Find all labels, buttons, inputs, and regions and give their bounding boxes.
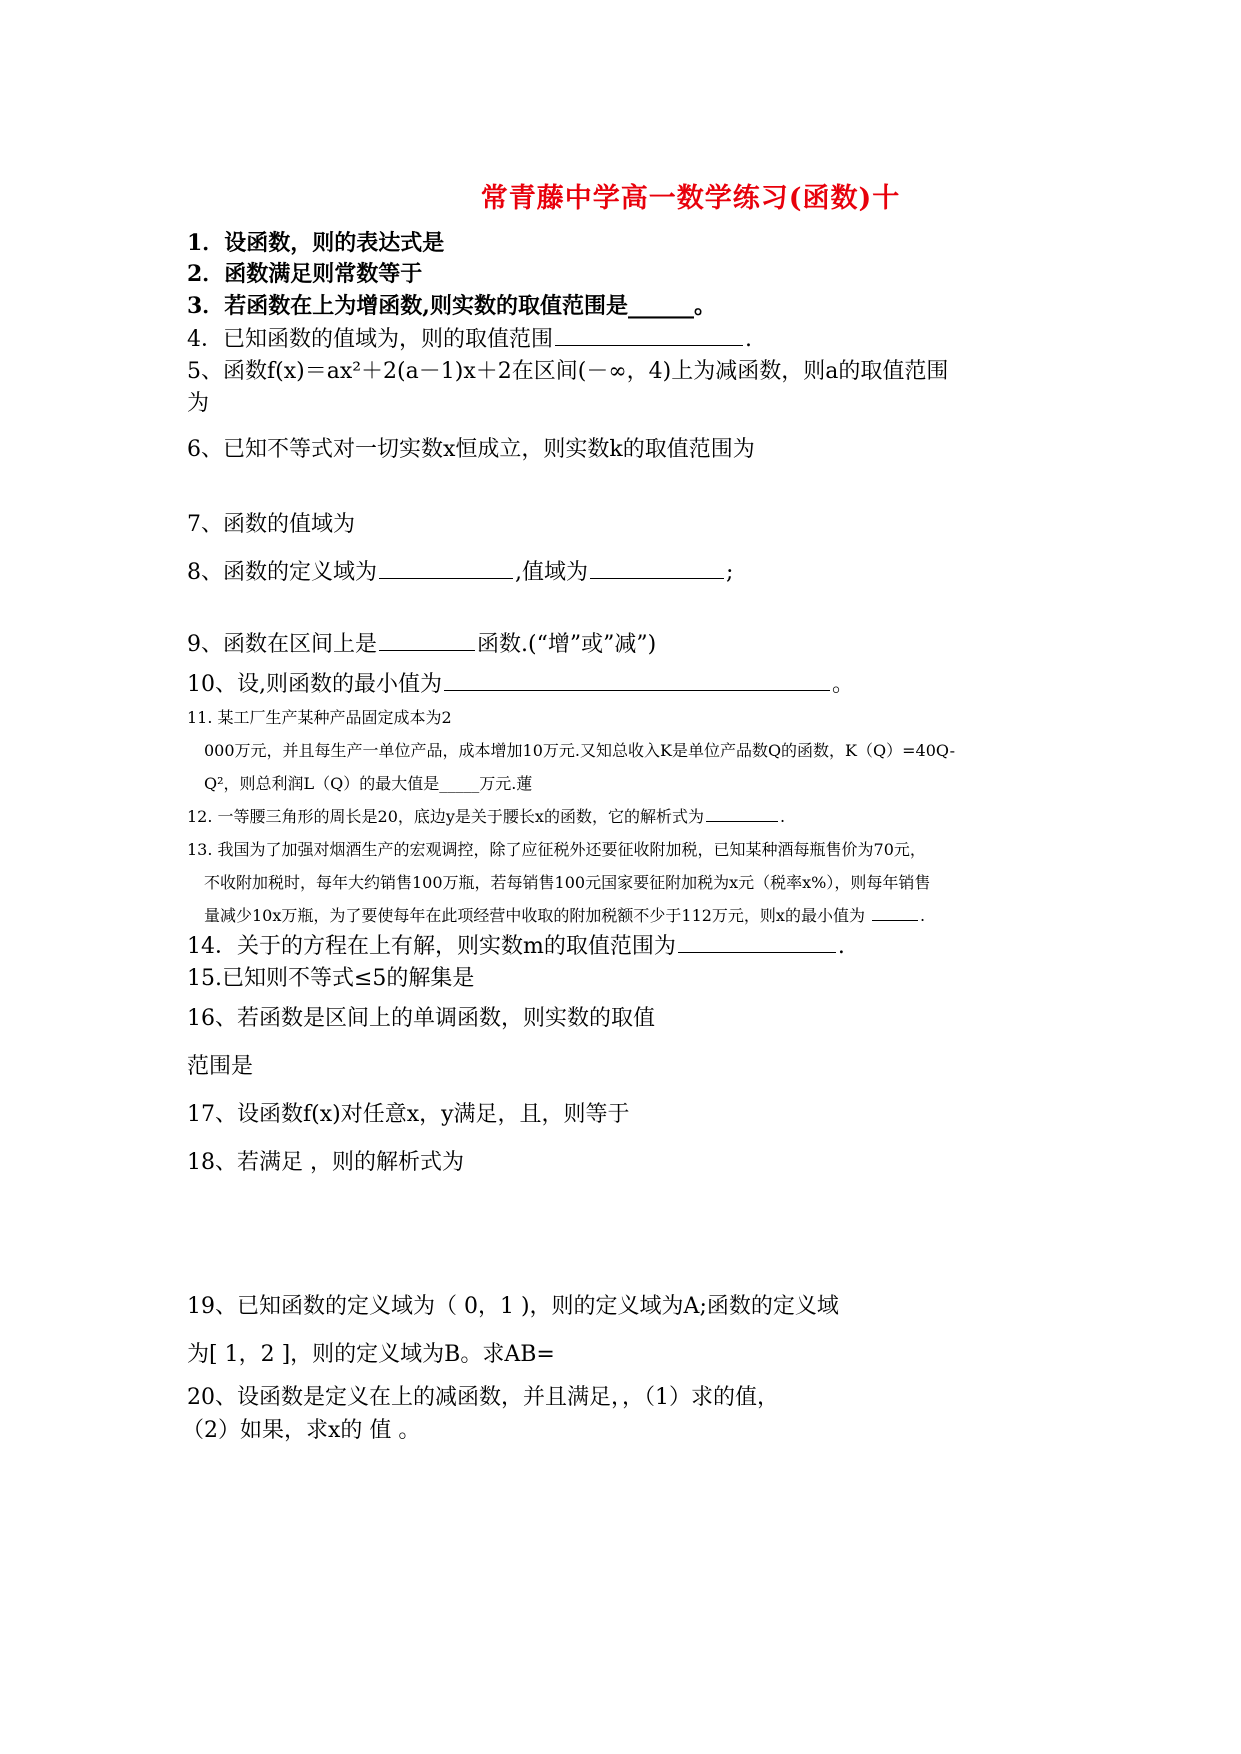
- question-11-line-2: 000万元，并且每生产一单位产品，成本增加10万元.又知总收入K是单位产品数Q的函数，K（Q）=40Q-: [204, 741, 956, 760]
- answer-blank: [379, 630, 475, 651]
- question-14: [187, 929, 845, 960]
- answer-blank: [444, 670, 830, 691]
- question-6: 6、已知不等式对一切实数x恒成立，则实数k的取值范围为: [187, 437, 755, 462]
- question-4-end: .: [745, 327, 752, 352]
- question-2: 2．函数满足则常数等于: [187, 261, 423, 287]
- question-10-end: 。: [832, 672, 855, 697]
- question-13-text: 量减少10x万瓶，为了要使每年在此项经营中收取的附加税额不少于112万元，则x的最小值为: [204, 906, 865, 925]
- question-5-line-1: 5、函数f(x)＝ax²＋2(a－1)x＋2在区间(－∞，4)上为减函数，则a的取值范围: [187, 359, 949, 384]
- question-14-end: .: [837, 934, 845, 959]
- question-16-line-2: 范围是: [187, 1054, 254, 1079]
- question-9-end: 函数.(“增”或”减”): [477, 632, 657, 657]
- question-13-line-3: [204, 903, 925, 926]
- question-17: 17、设函数f(x)对任意x，y满足，且，则等于: [187, 1102, 630, 1127]
- answer-blank: [706, 805, 778, 822]
- question-12: [187, 804, 785, 827]
- answer-blank: [555, 325, 743, 346]
- question-5-line-2: 为: [187, 391, 210, 416]
- question-19-line-2: 为[ 1，2 ]，则的定义域为B。求AB=: [187, 1342, 555, 1367]
- question-8-text: 8、函数的定义域为: [187, 560, 377, 585]
- question-12-end: .: [779, 807, 786, 826]
- question-19-line-1: 19、已知函数的定义域为（ 0，1 )，则的定义域为A;函数的定义域: [187, 1294, 839, 1319]
- question-4-text: 4．已知函数的值域为，则的取值范围: [187, 327, 553, 352]
- question-12-text: 12. 一等腰三角形的周长是20，底边y是关于腰长x的函数，它的解析式为: [187, 807, 704, 826]
- question-3: 3．若函数在上为增函数,则实数的取值范围是______。: [187, 293, 716, 319]
- question-13-line-1: 13. 我国为了加强对烟酒生产的宏观调控，除了应征税外还要征收附加税，已知某种酒每瓶售价为70元，: [187, 840, 926, 859]
- answer-blank: [872, 904, 918, 921]
- question-1: 1．设函数，则的表达式是: [187, 230, 445, 256]
- question-13-line-2: 不收附加税时，每年大约销售100万瓶，若每销售100元国家要征附加税为x元（税率x%），则每年销售: [204, 873, 931, 892]
- question-10-text: 10、设,则函数的最小值为: [187, 672, 442, 697]
- question-20-line-2: （2）如果，求x的 值 。: [182, 1418, 421, 1443]
- question-11-line-1: 11. 某工厂生产某种产品固定成本为2: [187, 708, 452, 727]
- answer-blank: [379, 558, 513, 579]
- question-13-end: .: [920, 906, 926, 925]
- question-18: 18、若满足 ，则的解析式为: [187, 1150, 464, 1175]
- question-10: [187, 667, 854, 698]
- question-16-line-1: 16、若函数是区间上的单调函数，则实数的取值: [187, 1006, 655, 1031]
- question-11-line-3: Q²，则总利润L（Q）的最大值是_____万元.蓮: [204, 774, 533, 793]
- question-9-text: 9、函数在区间上是: [187, 632, 377, 657]
- question-8-end: ;: [726, 560, 734, 585]
- question-9: [187, 627, 656, 658]
- question-14-text: 14．关于的方程在上有解，则实数m的取值范围为: [187, 934, 676, 959]
- question-15: 15.已知则不等式≤5的解集是: [187, 966, 475, 991]
- question-8: [187, 555, 733, 586]
- question-4: [187, 322, 752, 353]
- question-20-line-1: 20、设函数是定义在上的减函数，并且满足，，（1）求的值，: [187, 1385, 779, 1410]
- page-title: 常青藤中学高一数学练习(函数)十: [480, 183, 901, 214]
- answer-blank: [590, 558, 724, 579]
- question-7: 7、函数的值域为: [187, 512, 355, 537]
- question-8-mid: ,值域为: [515, 560, 588, 585]
- answer-blank: [678, 932, 836, 953]
